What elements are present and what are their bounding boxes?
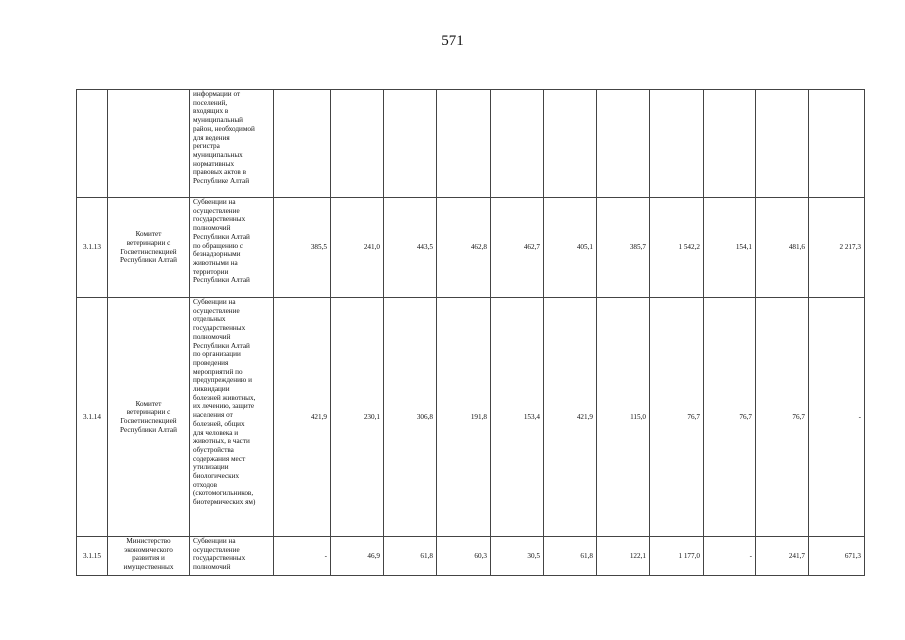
- value-cell: 462,7: [491, 198, 544, 298]
- value-cell: 241,0: [331, 198, 384, 298]
- value-cell: [437, 90, 491, 198]
- value-cell: -: [809, 298, 865, 537]
- value-cell: 76,7: [650, 298, 704, 537]
- value-cell: 481,6: [756, 198, 809, 298]
- row-code: 3.1.15: [77, 537, 108, 576]
- value-cell: [704, 90, 756, 198]
- value-cell: 2 217,3: [809, 198, 865, 298]
- row-organization: Комитет ветеринарии с Госветинспекцией Республики Алтай: [108, 298, 190, 537]
- value-cell: 30,5: [491, 537, 544, 576]
- value-cell: 60,3: [437, 537, 491, 576]
- value-cell: 385,5: [274, 198, 331, 298]
- value-cell: 421,9: [274, 298, 331, 537]
- value-cell: 241,7: [756, 537, 809, 576]
- budget-table: [76, 89, 865, 576]
- value-cell: 153,4: [491, 298, 544, 537]
- row-description: Субвенции на осуществление государственных полномочий: [190, 537, 274, 576]
- value-cell: 405,1: [544, 198, 597, 298]
- value-cell: -: [274, 537, 331, 576]
- value-cell: [491, 90, 544, 198]
- table-row: [77, 298, 865, 537]
- row-description: Субвенции на осуществление отдельных государственных полномочий Республики Алтай по организации проведения мероприятий по предупреждению и ликвидации болезней животных, их лечению, защите населения от болезней, общих для человека и животных, в части обустройства содержания мест утилизации биологических отходов (скотомогильников, биотермических ям): [190, 298, 274, 537]
- page-number: 571: [441, 33, 464, 49]
- row-organization: Комитет ветеринарии с Госветинспекцией Республики Алтай: [108, 198, 190, 298]
- value-cell: 46,9: [331, 537, 384, 576]
- table-row: [77, 198, 865, 298]
- value-cell: 61,8: [384, 537, 437, 576]
- value-cell: 671,3: [809, 537, 865, 576]
- row-description: информации от поселений, входящих в муниципальный район, необходимой для ведения регистра муниципальных нормативных правовых актов в Республике Алтай: [190, 90, 274, 198]
- value-cell: [544, 90, 597, 198]
- row-organization: Министерство экономического развития и имущественных: [108, 537, 190, 576]
- value-cell: 385,7: [597, 198, 650, 298]
- row-description: Субвенции на осуществление государственных полномочий Республики Алтай по обращению с безнадзорными животными на территории Республики Алтай: [190, 198, 274, 298]
- value-cell: 230,1: [331, 298, 384, 537]
- value-cell: [809, 90, 865, 198]
- value-cell: 154,1: [704, 198, 756, 298]
- value-cell: 76,7: [756, 298, 809, 537]
- row-code: 3.1.14: [77, 298, 108, 537]
- value-cell: 306,8: [384, 298, 437, 537]
- value-cell: 1 542,2: [650, 198, 704, 298]
- value-cell: [331, 90, 384, 198]
- value-cell: [756, 90, 809, 198]
- value-cell: 61,8: [544, 537, 597, 576]
- value-cell: -: [704, 537, 756, 576]
- value-cell: 443,5: [384, 198, 437, 298]
- table-row: [77, 537, 865, 576]
- table-row: [77, 90, 865, 198]
- value-cell: 115,0: [597, 298, 650, 537]
- value-cell: 421,9: [544, 298, 597, 537]
- value-cell: 191,8: [437, 298, 491, 537]
- value-cell: [597, 90, 650, 198]
- value-cell: 462,8: [437, 198, 491, 298]
- row-organization: [108, 90, 190, 198]
- value-cell: [650, 90, 704, 198]
- value-cell: 1 177,0: [650, 537, 704, 576]
- value-cell: 76,7: [704, 298, 756, 537]
- row-code: 3.1.13: [77, 198, 108, 298]
- value-cell: 122,1: [597, 537, 650, 576]
- row-code: [77, 90, 108, 198]
- value-cell: [274, 90, 331, 198]
- value-cell: [384, 90, 437, 198]
